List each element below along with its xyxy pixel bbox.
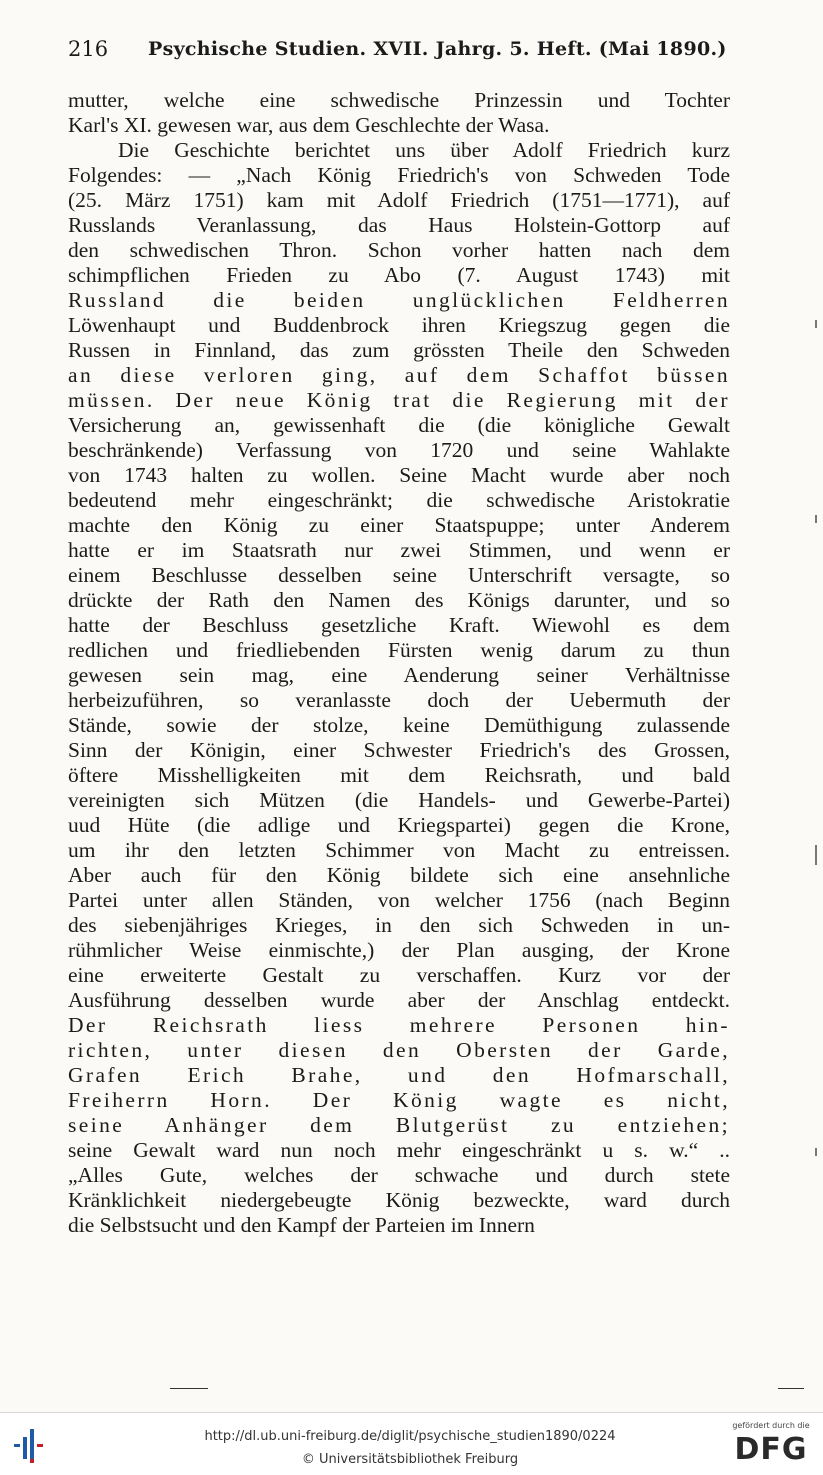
- margin-mark: [815, 320, 817, 328]
- university-library-logo-icon: [12, 1425, 52, 1465]
- dfg-wordmark: DFG: [734, 1432, 808, 1467]
- text-line: Versicherung an, gewissenhaft die (die königliche Gewalt: [68, 413, 730, 437]
- text-line: richten, unter diesen den Obersten der Garde,: [68, 1038, 730, 1062]
- text-line: Karl's XI. gewesen war, aus dem Geschlechte der Wasa.: [68, 113, 550, 137]
- text-line: um ihr den letzten Schimmer von Macht zu entreissen.: [68, 838, 730, 862]
- text-line: Aber auch für den König bildete sich eine ansehnliche: [68, 863, 730, 887]
- text-line: von 1743 halten zu wollen. Seine Macht wurde aber noch: [68, 463, 730, 487]
- viewer-footer-bar: [0, 1412, 823, 1475]
- text-line: mutter, welche eine schwedische Prinzessin und Tochter: [68, 88, 730, 112]
- text-line: Russlands Veranlassung, das Haus Holstein-Gottorp auf: [68, 213, 730, 237]
- text-line: gewesen sein mag, eine Aenderung seiner Verhältnisse: [68, 663, 730, 687]
- text-line: Sinn der Königin, einer Schwester Friedrich's des Grossen,: [68, 738, 730, 762]
- text-line: eine erweiterte Gestalt zu verschaffen. Kurz vor der: [68, 963, 730, 987]
- text-line: Kränklichkeit niedergebeugte König bezweckte, ward durch: [68, 1188, 730, 1212]
- text-line: Löwenhaupt und Buddenbrock ihren Kriegszug gegen die: [68, 313, 730, 337]
- text-line: Freiherrn Horn. Der König wagte es nicht,: [68, 1088, 730, 1112]
- text-line: Russland die beiden unglücklichen Feldherren: [68, 288, 730, 312]
- text-line: machte den König zu einer Staatspuppe; unter Anderem: [68, 513, 730, 537]
- source-url[interactable]: http://dl.ub.uni-freiburg.de/diglit/psychische_studien1890/0224: [204, 1429, 616, 1444]
- text-line: Partei unter allen Ständen, von welcher 1756 (nach Beginn: [68, 888, 730, 912]
- text-line: Folgendes: — „Nach König Friedrich's von Schweden Tode: [68, 163, 730, 187]
- text-line: drückte der Rath den Namen des Königs darunter, und so: [68, 588, 730, 612]
- text-line: öftere Misshelligkeiten mit dem Reichsrath, und bald: [68, 763, 730, 787]
- text-line: (25. März 1751) kam mit Adolf Friedrich (1751—1771), auf: [68, 188, 730, 212]
- margin-mark: [815, 1148, 817, 1156]
- text-line: einem Beschlusse desselben seine Unterschrift versagte, so: [68, 563, 730, 587]
- text-line: „Alles Gute, welches der schwache und durch stete: [68, 1163, 730, 1187]
- margin-mark: [815, 845, 817, 865]
- text-line: herbeizuführen, so veranlasste doch der Uebermuth der: [68, 688, 730, 712]
- text-line: Die Geschichte berichtet uns über Adolf Friedrich kurz: [118, 138, 730, 162]
- margin-rule: [778, 1388, 804, 1389]
- text-line: schimpflichen Frieden zu Abo (7. August 1743) mit: [68, 263, 730, 287]
- text-line: des siebenjähriges Krieges, in den sich Schweden in un-: [68, 913, 730, 937]
- text-line: an diese verloren ging, auf dem Schaffot büssen: [68, 363, 730, 387]
- text-line: Ausführung desselben wurde aber der Anschlag entdeckt.: [68, 988, 730, 1012]
- text-line: seine Anhänger dem Blutgerüst zu entziehen;: [68, 1113, 730, 1137]
- body-text: [68, 88, 730, 1238]
- margin-mark: [815, 515, 817, 523]
- text-line: Russen in Finnland, das zum grössten Theile den Schweden: [68, 338, 730, 362]
- text-line: den schwedischen Thron. Schon vorher hatten nach dem: [68, 238, 730, 262]
- text-line: vereinigten sich Mützen (die Handels- und Gewerbe-Partei): [68, 788, 730, 812]
- page-number: 216: [68, 37, 109, 61]
- text-line: bedeutend mehr eingeschränkt; die schwedische Aristokratie: [68, 488, 730, 512]
- text-line: die Selbstsucht und den Kampf der Parteien im Innern: [68, 1213, 535, 1237]
- text-line: Der Reichsrath liess mehrere Personen hin-: [68, 1013, 730, 1037]
- text-line: redlichen und friedliebenden Fürsten wenig darum zu thun: [68, 638, 730, 662]
- text-line: müssen. Der neue König trat die Regierung mit der: [68, 388, 730, 412]
- text-line: Grafen Erich Brahe, und den Hofmarschall,: [68, 1063, 730, 1087]
- text-line: Stände, sowie der stolze, keine Demüthigung zulassende: [68, 713, 730, 737]
- text-line: seine Gewalt ward nun noch mehr eingeschränkt u s. w.“ ..: [68, 1138, 730, 1162]
- text-line: rühmlicher Weise einmischte,) der Plan ausging, der Krone: [68, 938, 730, 962]
- dfg-logo: [728, 1421, 814, 1471]
- footnote-rule: [170, 1388, 208, 1389]
- copyright-notice: © Universitätsbibliothek Freiburg: [301, 1452, 519, 1467]
- text-line: uud Hüte (die adlige und Kriegspartei) gegen die Krone,: [68, 813, 730, 837]
- text-line: hatte er im Staatsrath nur zwei Stimmen, und wenn er: [68, 538, 730, 562]
- funding-note: gefördert durch die: [732, 1421, 810, 1430]
- journal-title: Psychische Studien. XVII. Jahrg. 5. Heft. (Mai 1890.): [148, 38, 727, 60]
- text-line: beschränkende) Verfassung von 1720 und seine Wahlakte: [68, 438, 730, 462]
- text-line: hatte der Beschluss gesetzliche Kraft. Wiewohl es dem: [68, 613, 730, 637]
